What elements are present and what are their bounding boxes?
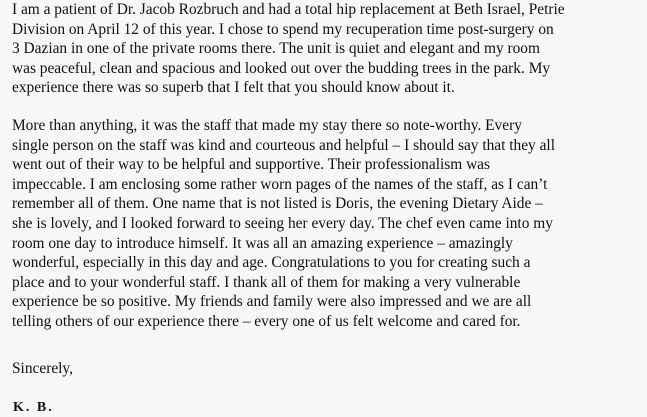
paragraph-1-line: was peaceful, clean and spacious and looked out over the budding trees in the park. My xyxy=(12,59,551,77)
paragraph-1-line: experience there was so superb that I felt that you should know about it. xyxy=(12,79,455,97)
paragraph-2-line: telling others of our experience there – every one of us felt welcome and cared for. xyxy=(12,312,521,330)
paragraph-1-line: Division on April 12 of this year. I chose to spend my recuperation time post-surgery on xyxy=(12,20,554,38)
paragraph-2-line: room one day to introduce himself. It was all an amazing experience – amazingly xyxy=(12,234,513,252)
signature-initials: K. B. xyxy=(13,400,54,415)
paragraph-spacer xyxy=(12,98,647,116)
closing: Sincerely, xyxy=(12,360,73,377)
paragraph-2-line: single person on the staff was kind and courteous and helpful – I should say that they all xyxy=(12,136,555,154)
paragraph-2-line: place and to your wonderful staff. I thank all of them for making a very vulnerable xyxy=(12,273,521,291)
letter-body xyxy=(12,0,647,332)
paragraph-1 xyxy=(12,0,647,98)
paragraph-2-line: experience be so positive. My friends and family were also impressed and we are all xyxy=(12,293,532,311)
paragraph-2 xyxy=(12,116,647,332)
paragraph-2-line: More than anything, it was the staff that made my stay there so note-worthy. Every xyxy=(12,116,522,134)
paragraph-2-line: went out of their way to be helpful and supportive. Their professionalism was xyxy=(12,156,491,174)
paragraph-1-line: I am a patient of Dr. Jacob Rozbruch and had a total hip replacement at Beth Israel, Petrie xyxy=(12,1,565,18)
paragraph-2-line: she is lovely, and I looked forward to seeing her every day. The chef even came into my xyxy=(12,214,553,232)
paragraph-2-line: wonderful, especially in this day and age. Congratulations to you for creating such a xyxy=(12,254,531,272)
paragraph-2-line: remember all of them. One name that is not listed is Doris, the evening Dietary Aide – xyxy=(12,195,543,213)
paragraph-2-line: impeccable. I am enclosing some rather worn pages of the names of the staff, as I can’t xyxy=(12,175,548,193)
paragraph-1-line: 3 Dazian in one of the private rooms there. The unit is quiet and elegant and my room xyxy=(12,40,540,58)
